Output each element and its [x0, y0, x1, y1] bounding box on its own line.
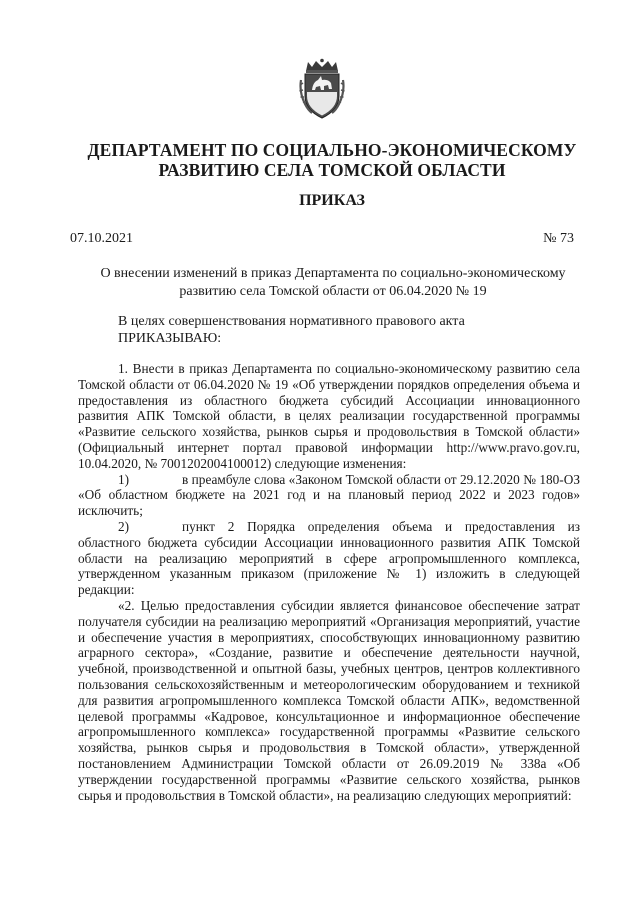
order-subject-line1: О внесении изменений в приказ Департамента по социально-экономическому — [100, 266, 566, 281]
body-quote-paragraph: «2. Целью предоставления субсидии является финансовое обеспечение затрат получателя субсидии на реализацию мероприятий «Организация мероприятий, участие и обеспечение участия в мероприятиях, способствующих инновационному развитию аграрного сектора», «Создание, развитие и обеспечение деятельности научной, учебной, производственной и опытной базы, учебных центров, центров коллективного пользования сельскохозяйственным и метеорологическим оборудованием и техникой для развития агропромышленного комплекса Томской области АПК», ведомственной целевой программы «Кадровое, консультационное и информационное обеспечение агропромышленного комплекса» государственной программы «Развитие сельского хозяйства, рынков сырья и продовольствия в Томской области», утвержденной постановлением Администрации Томской области от 26.09.2019 № 338а «Об утверждении государственной программы «Развитие сельского хозяйства, рынков сырья и продовольствия в Томской области», на реализацию следующих мероприятий: — [78, 597, 580, 803]
preamble — [118, 313, 465, 347]
body-subitem-2 — [78, 519, 580, 598]
body-item-1: 1. Внести в приказ Департамента по социально-экономическому развитию села Томской области от 06.04.2020 № 19 «Об утверждении порядков определения объема и предоставления из областного бюджета субсидий Ассоциации инновационного развития АПК Томской области, в целях реализации государственной программы «Развитие сельского хозяйства, рынков сырья и продовольствия в Томской области» (Официальный интернет портал правовой информации http://www.pravo.gov.ru, 10.04.2020, № 7001202004100012) следующие изменения: — [78, 361, 580, 471]
subitem-1-text: в преамбуле слова «Законом Томской области от 29.12.2020 № 180-ОЗ «Об областном бюджете на 2021 год и на плановый период 2022 и 2023 годов» исключить; — [78, 471, 580, 519]
subitem-2-number: 2) — [118, 518, 130, 534]
coat-of-arms-icon — [298, 58, 346, 120]
order-subject-line2: развитию села Томской области от 06.04.2020 № 19 — [179, 284, 487, 299]
order-title: ПРИКАЗ — [299, 192, 365, 209]
department-title-line1: ДЕПАРТАМЕНТ ПО СОЦИАЛЬНО-ЭКОНОМИЧЕСКОМУ — [87, 140, 577, 160]
department-title — [70, 140, 594, 180]
order-subject — [76, 265, 590, 301]
order-body — [78, 361, 580, 803]
preamble-order-word: ПРИКАЗЫВАЮ: — [118, 331, 222, 346]
subitem-2-text: пункт 2 Порядка определения объема и предоставления из областного бюджета субсидии Ассоциации инновационного развития АПК Томской области на реализацию мероприятий в сфере агропромышленного комплекса, утвержденном указанным приказом (приложение № 1) изложить в следующей редакции: — [78, 518, 580, 598]
preamble-line1: В целях совершенствования нормативного правового акта — [118, 314, 465, 329]
department-title-line2: РАЗВИТИЮ СЕЛА ТОМСКОЙ ОБЛАСТИ — [158, 160, 506, 180]
order-date: 07.10.2021 — [70, 231, 133, 246]
subitem-1-number: 1) — [118, 471, 130, 487]
body-subitem-1 — [78, 472, 580, 519]
order-number: № 73 — [543, 231, 574, 246]
